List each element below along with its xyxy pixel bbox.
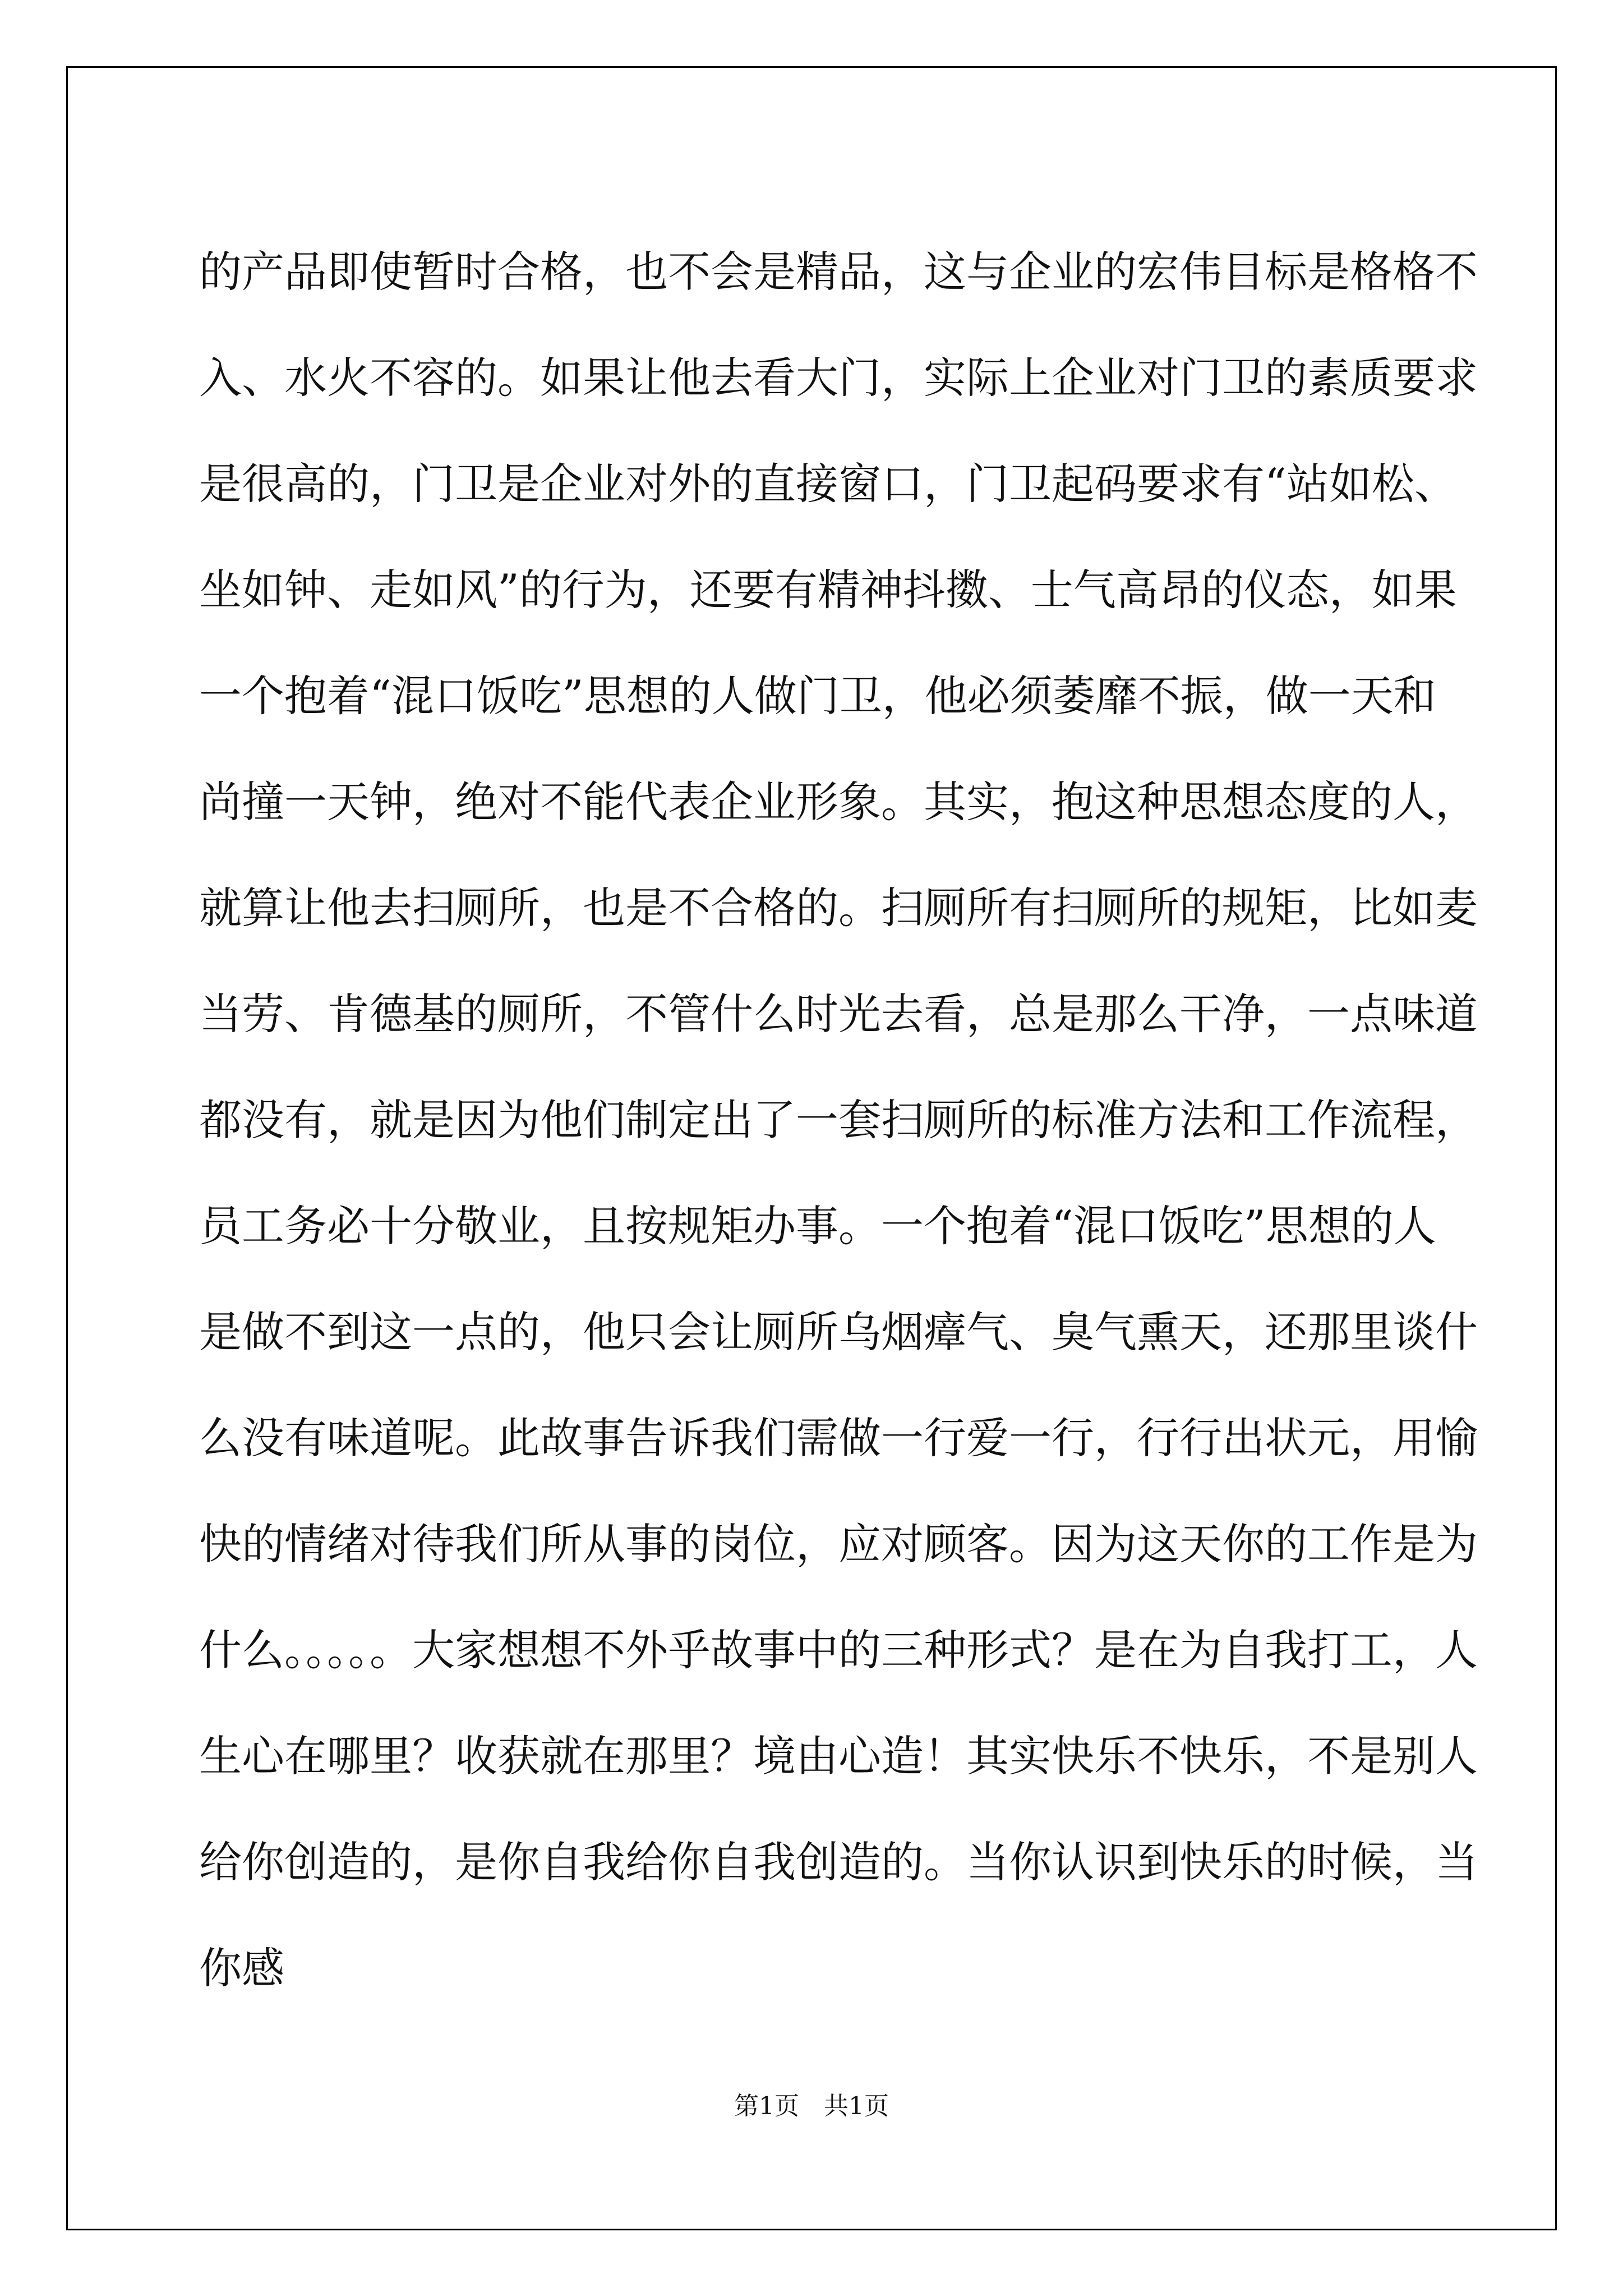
text-line-10: 员工务必十分敬业，且按规矩办事。一个抱着“混口饭吃”思想的人 bbox=[199, 1201, 1436, 1251]
text-line-1: 的产品即使暂时合格，也不会是精品，这与企业的宏伟目标是格格不 bbox=[199, 247, 1478, 297]
text-line-6: 尚撞一天钟，绝对不能代表企业形象。其实，抱这种思想态度的人， bbox=[199, 777, 1478, 827]
text-line-3: 是很高的，门卫是企业对外的直接窗口，门卫起码要求有“站如松、 bbox=[199, 459, 1457, 509]
body-text bbox=[199, 219, 1478, 2021]
text-line-5: 一个抱着“混口饭吃”思想的人做门卫，他必须萎靡不振，做一天和 bbox=[199, 671, 1436, 721]
page-footer: 第1页 共1页 bbox=[734, 2092, 889, 2120]
text-line-4: 坐如钟、走如风”的行为，还要有精神抖擞、士气高昂的仪态，如果 bbox=[199, 565, 1457, 615]
text-line-17: 你感 bbox=[199, 1943, 284, 1993]
text-line-11: 是做不到这一点的，他只会让厕所乌烟瘴气、臭气熏天，还那里谈什 bbox=[199, 1307, 1478, 1357]
text-line-15: 生心在哪里？收获就在那里？境由心造！其实快乐不快乐，不是别人 bbox=[199, 1731, 1478, 1781]
text-line-8: 当劳、肯德基的厕所，不管什么时光去看，总是那么干净，一点味道 bbox=[199, 989, 1478, 1039]
text-line-16: 给你创造的，是你自我给你自我创造的。当你认识到快乐的时候，当 bbox=[199, 1837, 1478, 1887]
text-line-2: 入、水火不容的。如果让他去看大门，实际上企业对门卫的素质要求 bbox=[199, 353, 1478, 403]
text-line-7: 就算让他去扫厕所，也是不合格的。扫厕所有扫厕所的规矩，比如麦 bbox=[199, 883, 1478, 933]
text-line-13: 快的情绪对待我们所从事的岗位，应对顾客。因为这天你的工作是为 bbox=[199, 1519, 1478, 1569]
text-line-14: 什么。。。。。大家想想不外乎故事中的三种形式？是在为自我打工，人 bbox=[199, 1625, 1478, 1675]
text-line-9: 都没有，就是因为他们制定出了一套扫厕所的标准方法和工作流程， bbox=[199, 1095, 1478, 1145]
text-line-12: 么没有味道呢。此故事告诉我们需做一行爱一行，行行出状元，用愉 bbox=[199, 1413, 1478, 1463]
